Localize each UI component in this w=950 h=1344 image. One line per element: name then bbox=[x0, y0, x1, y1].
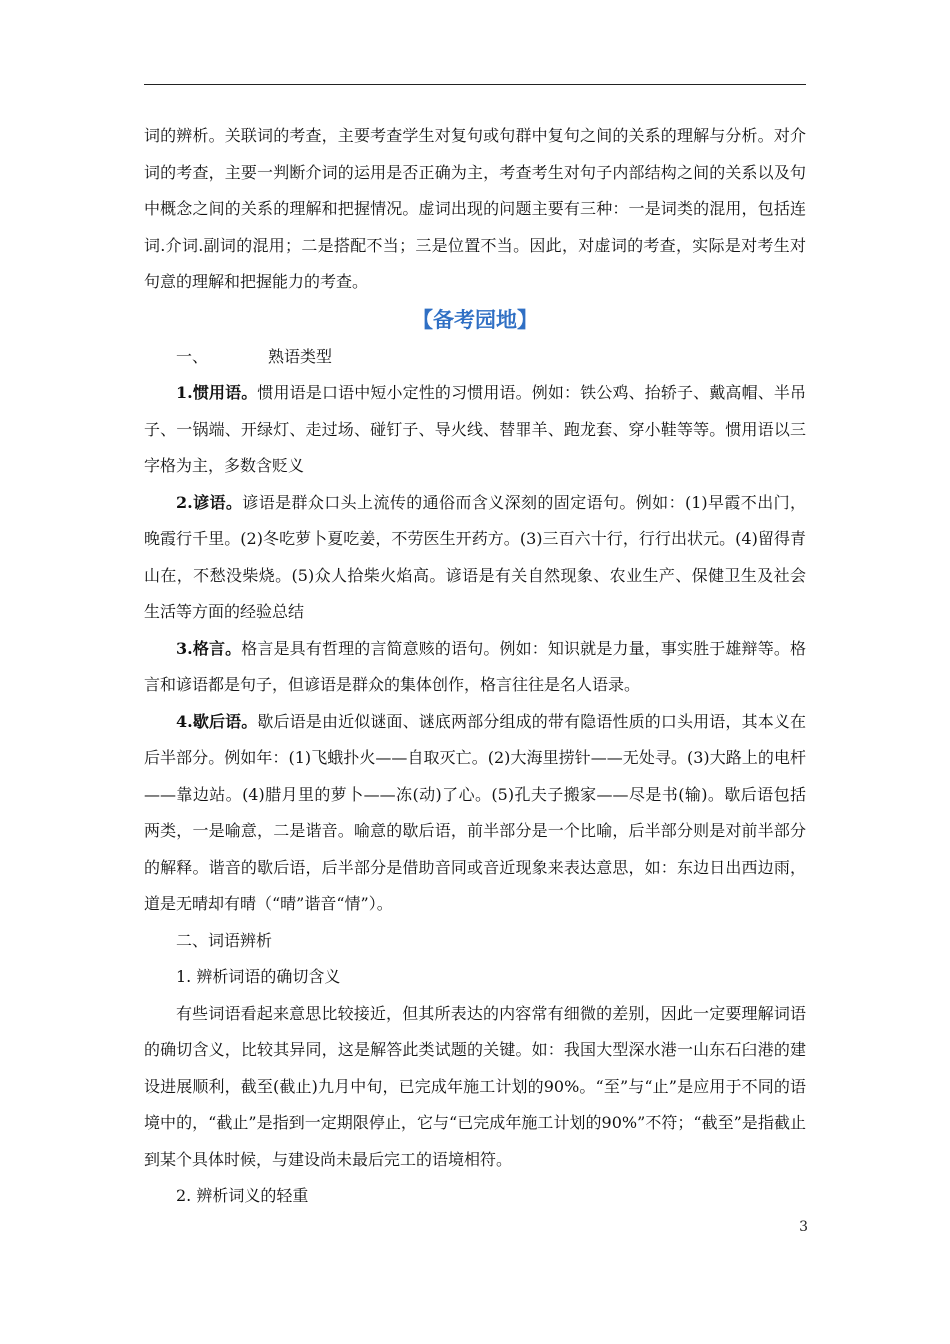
item-xiehouyu bbox=[144, 704, 806, 923]
section-title: 【备考园地】 bbox=[412, 306, 538, 332]
part2-sub1-paragraph: 有些词语看起来意思比较接近，但其所表达的内容常有细微的差别，因此一定要理解词语的确切含义，比较其异同，这是解答此类试题的关键。如：我国大型深水港一山东石臼港的建设进展顺利，截至(截止)九月中旬，已完成年施工计划的90%。“至”与“止”是应用于不同的语境中的，“截止”是指到一定期限停止，它与“已完成年施工计划的90%”不符；“截至”是指截止到某个具体时候，与建设尚未最后完工的语境相符。 bbox=[144, 1003, 806, 1169]
part1-title: 熟语类型 bbox=[268, 346, 333, 366]
part2-sub2: 2. 辨析词义的轻重 bbox=[176, 1186, 309, 1205]
item-idioms bbox=[144, 375, 806, 485]
item-label: 1.惯用语。 bbox=[176, 383, 258, 402]
intro-paragraph: 词的辨析。关联词的考查，主要考查学生对复句或句群中复句之间的关系的理解与分析。对介词的考查，主要一判断介词的运用是否正确为主，考查考生对句子内部结构之间的关系以及句中概念之间的关系的理解和把握情况。虚词出现的问题主要有三种：一是词类的混用，包括连词.介词.副词的混用；二是搭配不当；三是位置不当。因此，对虚词的考查，实际是对考生对句意的理解和把握能力的考查。 bbox=[144, 126, 806, 291]
part1-heading bbox=[144, 339, 806, 376]
item-text: 惯用语是口语中短小定性的习惯用语。例如：铁公鸡、抬轿子、戴高帽、半吊子、一锅端、开绿灯、走过场、碰钉子、导火线、替罪羊、跑龙套、穿小鞋等等。惯用语以三字格为主，多数含贬义 bbox=[144, 383, 806, 475]
item-maxims bbox=[144, 631, 806, 704]
part1-number: 一、 bbox=[176, 346, 209, 366]
item-proverbs bbox=[144, 485, 806, 631]
item-label: 3.格言。 bbox=[176, 638, 242, 658]
part2-heading: 二、词语辨析 bbox=[176, 930, 273, 950]
item-text: 谚语是群众口头上流传的通俗而含义深刻的固定语句。例如：(1)早霞不出门，晚霞行千里。(2)冬吃萝卜夏吃姜，不劳医生开药方。(3)三百六十行，行行出状元。(4)留得青山在，不愁没柴烧。(5)众人拾柴火焰高。谚语是有关自然现象、农业生产、保健卫生及社会生活等方面的经验总结 bbox=[144, 492, 806, 621]
header-rule bbox=[144, 84, 806, 85]
item-label: 4.歇后语。 bbox=[176, 711, 258, 731]
item-text: 格言是具有哲理的言简意赅的语句。例如：知识就是力量，事实胜于雄辩等。格言和谚语都是句子，但谚语是群众的集体创作，格言往往是名人语录。 bbox=[144, 638, 806, 694]
page-number: 3 bbox=[799, 1219, 808, 1235]
item-label: 2.谚语。 bbox=[176, 492, 243, 512]
item-text: 歇后语是由近似谜面、谜底两部分组成的带有隐语性质的口头用语，其本义在后半部分。例如年：(1)飞蛾扑火——自取灭亡。(2)大海里捞针——无处寻。(3)大路上的电杆——靠边站。(4)腊月里的萝卜——冻(动)了心。(5)孔夫子搬家——尽是书(输)。歇后语包括两类，一是喻意，二是谐音。喻意的歇后语，前半部分是一个比喻，后半部分则是对前半部分的解释。谐音的歇后语，后半部分是借助音同或音近现象来表达意思，如：东边日出西边雨，道是无晴却有晴（“晴”谐音“情”）。 bbox=[144, 711, 806, 913]
page-content bbox=[144, 118, 806, 1215]
part2-sub1: 1. 辨析词语的确切含义 bbox=[176, 967, 341, 986]
